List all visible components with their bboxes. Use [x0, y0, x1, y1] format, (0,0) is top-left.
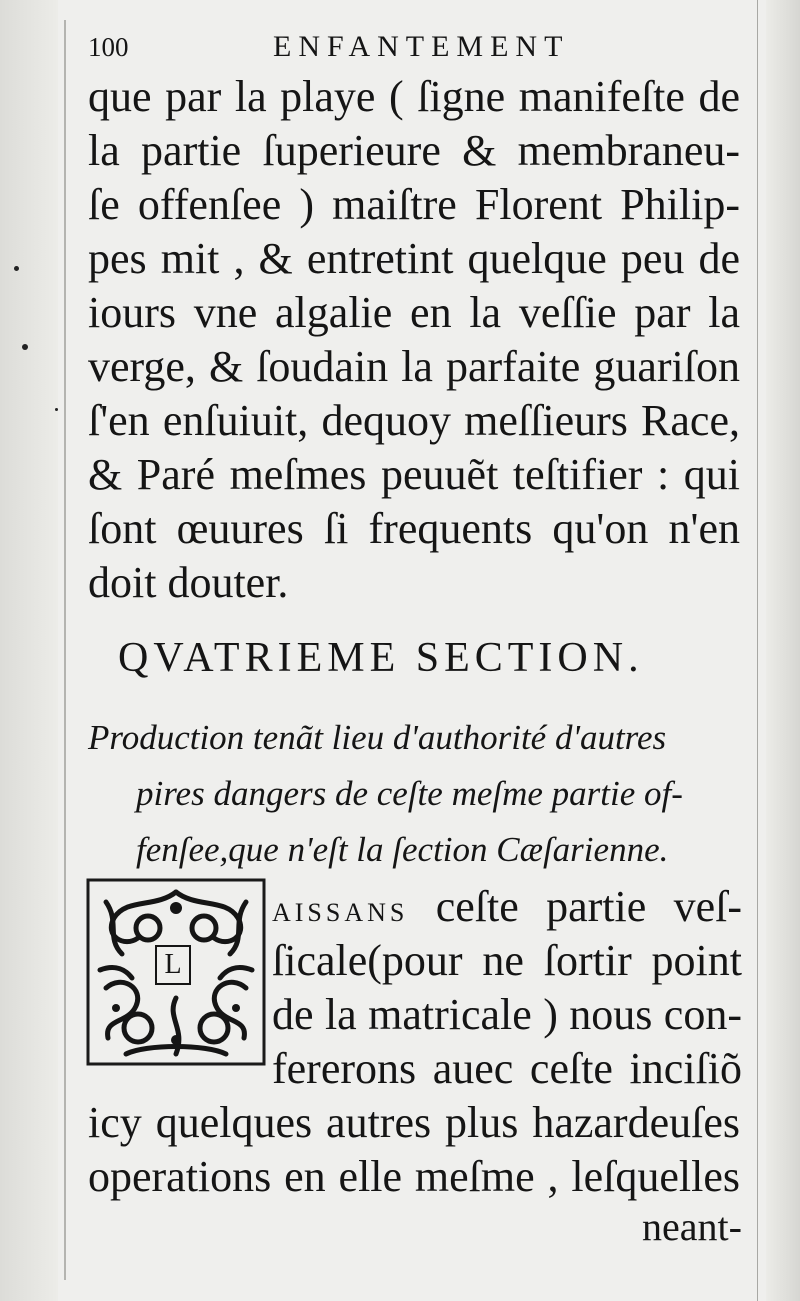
text-line: pes mit , & entretint quelque peu de — [88, 234, 740, 283]
opening-paragraph — [272, 880, 742, 1096]
left-margin — [0, 0, 58, 1301]
summary-line: pires dangers de ceſte meſme partie of- — [136, 774, 683, 813]
small-caps-word: AISSANS — [272, 898, 409, 927]
text-line: fererons auec ceſte inciſiõ — [272, 1044, 742, 1093]
text-line: verge, & ſoudain la parfaite guariſon — [88, 342, 740, 391]
running-head: ENFANTEMENT — [273, 30, 570, 63]
summary-line: fenſee,que n'eſt la ſection Cæſarienne. — [136, 830, 669, 869]
text-line: la partie ſuperieure & membraneu- — [88, 126, 740, 175]
text-line: ſe offenſee ) maiſtre Florent Philip- — [88, 180, 740, 229]
catchword: neant- — [642, 1204, 742, 1249]
continuation-paragraph — [88, 1096, 740, 1204]
section-summary — [88, 710, 748, 878]
line-rest: ceſte partie veſ- — [408, 882, 742, 931]
text-line: operations en elle meſme , leſquelles — [88, 1152, 740, 1201]
text-line: iours vne algalie en la veſſie par la — [88, 288, 740, 337]
text-line: ſ'en enſuiuit, dequoy meſſieurs Race, — [88, 396, 740, 445]
body-paragraph — [88, 70, 740, 610]
right-margin — [766, 0, 800, 1301]
text-line: que par la playe ( ſigne manifeſte de — [88, 72, 740, 121]
gutter-line — [64, 20, 66, 1280]
text-line: doit douter. — [88, 558, 289, 607]
page-number: 100 — [88, 32, 129, 62]
text-line: & Paré meſmes peuuẽt teſtifier : qui — [88, 450, 740, 499]
text-line: ſont œuures ſi frequents qu'on n'en — [88, 504, 740, 553]
page-header — [88, 30, 748, 70]
ink-fleck — [55, 408, 58, 411]
page-edge-line — [757, 0, 758, 1301]
text-line — [272, 880, 742, 934]
ink-fleck — [22, 344, 28, 350]
initial-letter: L — [164, 949, 182, 980]
text-line: de la matricale ) nous con- — [272, 990, 742, 1039]
decorated-initial — [86, 878, 266, 1066]
text-line: icy quelques autres plus hazardeuſes — [88, 1098, 740, 1147]
section-heading: QVATRIEME SECTION. — [118, 635, 644, 681]
ink-fleck — [14, 266, 19, 271]
text-line: ſicale(pour ne ſortir point — [272, 936, 742, 985]
summary-line: Production tenãt lieu d'authorité d'autres — [88, 718, 667, 757]
